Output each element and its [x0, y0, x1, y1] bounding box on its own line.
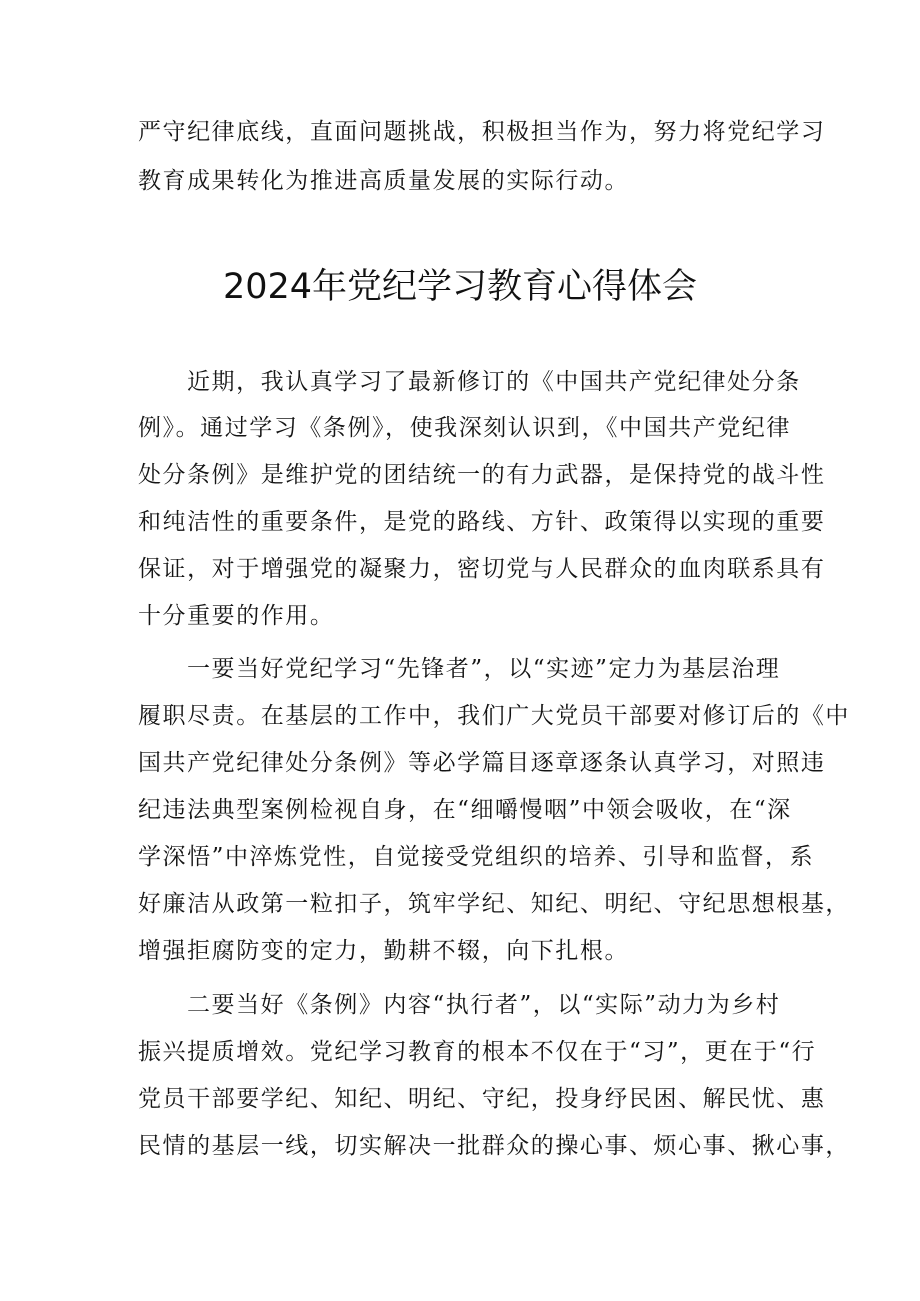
document-title: 2024年党纪学习教育心得体会 [222, 267, 698, 307]
paragraph-2-line-4: 纪违法典型案例检视自身，在“细嚼慢咽”中领会吸收，在“深 [138, 797, 792, 823]
intro-line-2: 教育成果转化为推进高质量发展的实际行动。 [138, 168, 629, 194]
paragraph-1-line-4: 和纯洁性的重要条件，是党的路线、方针、政策得以实现的重要 [138, 509, 826, 535]
paragraph-2-line-1: 一要当好党纪学习“先锋者”，以“实迹”定力为基层治理 [187, 656, 781, 682]
intro-line-1: 严守纪律底线，直面问题挑战，积极担当作为，努力将党纪学习 [138, 119, 826, 145]
paragraph-2-line-5: 学深悟”中淬炼党性，自觉接受党组织的培养、引导和监督，系 [138, 844, 815, 870]
paragraph-2-line-6: 好廉洁从政第一粒扣子，筑牢学纪、知纪、明纪、守纪思想根基， [138, 891, 850, 917]
paragraph-3-line-1: 二要当好《条例》内容“执行者”，以“实际”动力为乡村 [187, 992, 781, 1018]
paragraph-2-line-7: 增强拒腐防变的定力，勤耕不辍，向下扎根。 [138, 938, 629, 964]
paragraph-1-line-1: 近期，我认真学习了最新修订的《中国共产党纪律处分条 [187, 369, 801, 395]
paragraph-2-line-2: 履职尽责。在基层的工作中，我们广大党员干部要对修订后的《中 [138, 703, 850, 729]
paragraph-1-line-6: 十分重要的作用。 [138, 603, 335, 629]
paragraph-1-line-2: 例》。通过学习《条例》，使我深刻认识到，《中国共产党纪律 [138, 415, 791, 441]
paragraph-1-line-3: 处分条例》是维护党的团结统一的有力武器，是保持党的战斗性 [138, 462, 826, 488]
paragraph-3-line-2: 振兴提质增效。党纪学习教育的根本不仅在于“习”，更在于“行 [138, 1039, 817, 1065]
paragraph-2-line-3: 国共产党纪律处分条例》等必学篇目逐章逐条认真学习，对照违 [138, 750, 826, 776]
paragraph-1-line-5: 保证，对于增强党的凝聚力，密切党与人民群众的血肉联系具有 [138, 556, 826, 582]
paragraph-3-line-3: 党员干部要学纪、知纪、明纪、守纪，投身纾民困、解民忧、惠 [138, 1086, 826, 1112]
paragraph-3-line-4: 民情的基层一线，切实解决一批群众的操心事、烦心事、揪心事， [138, 1133, 850, 1159]
